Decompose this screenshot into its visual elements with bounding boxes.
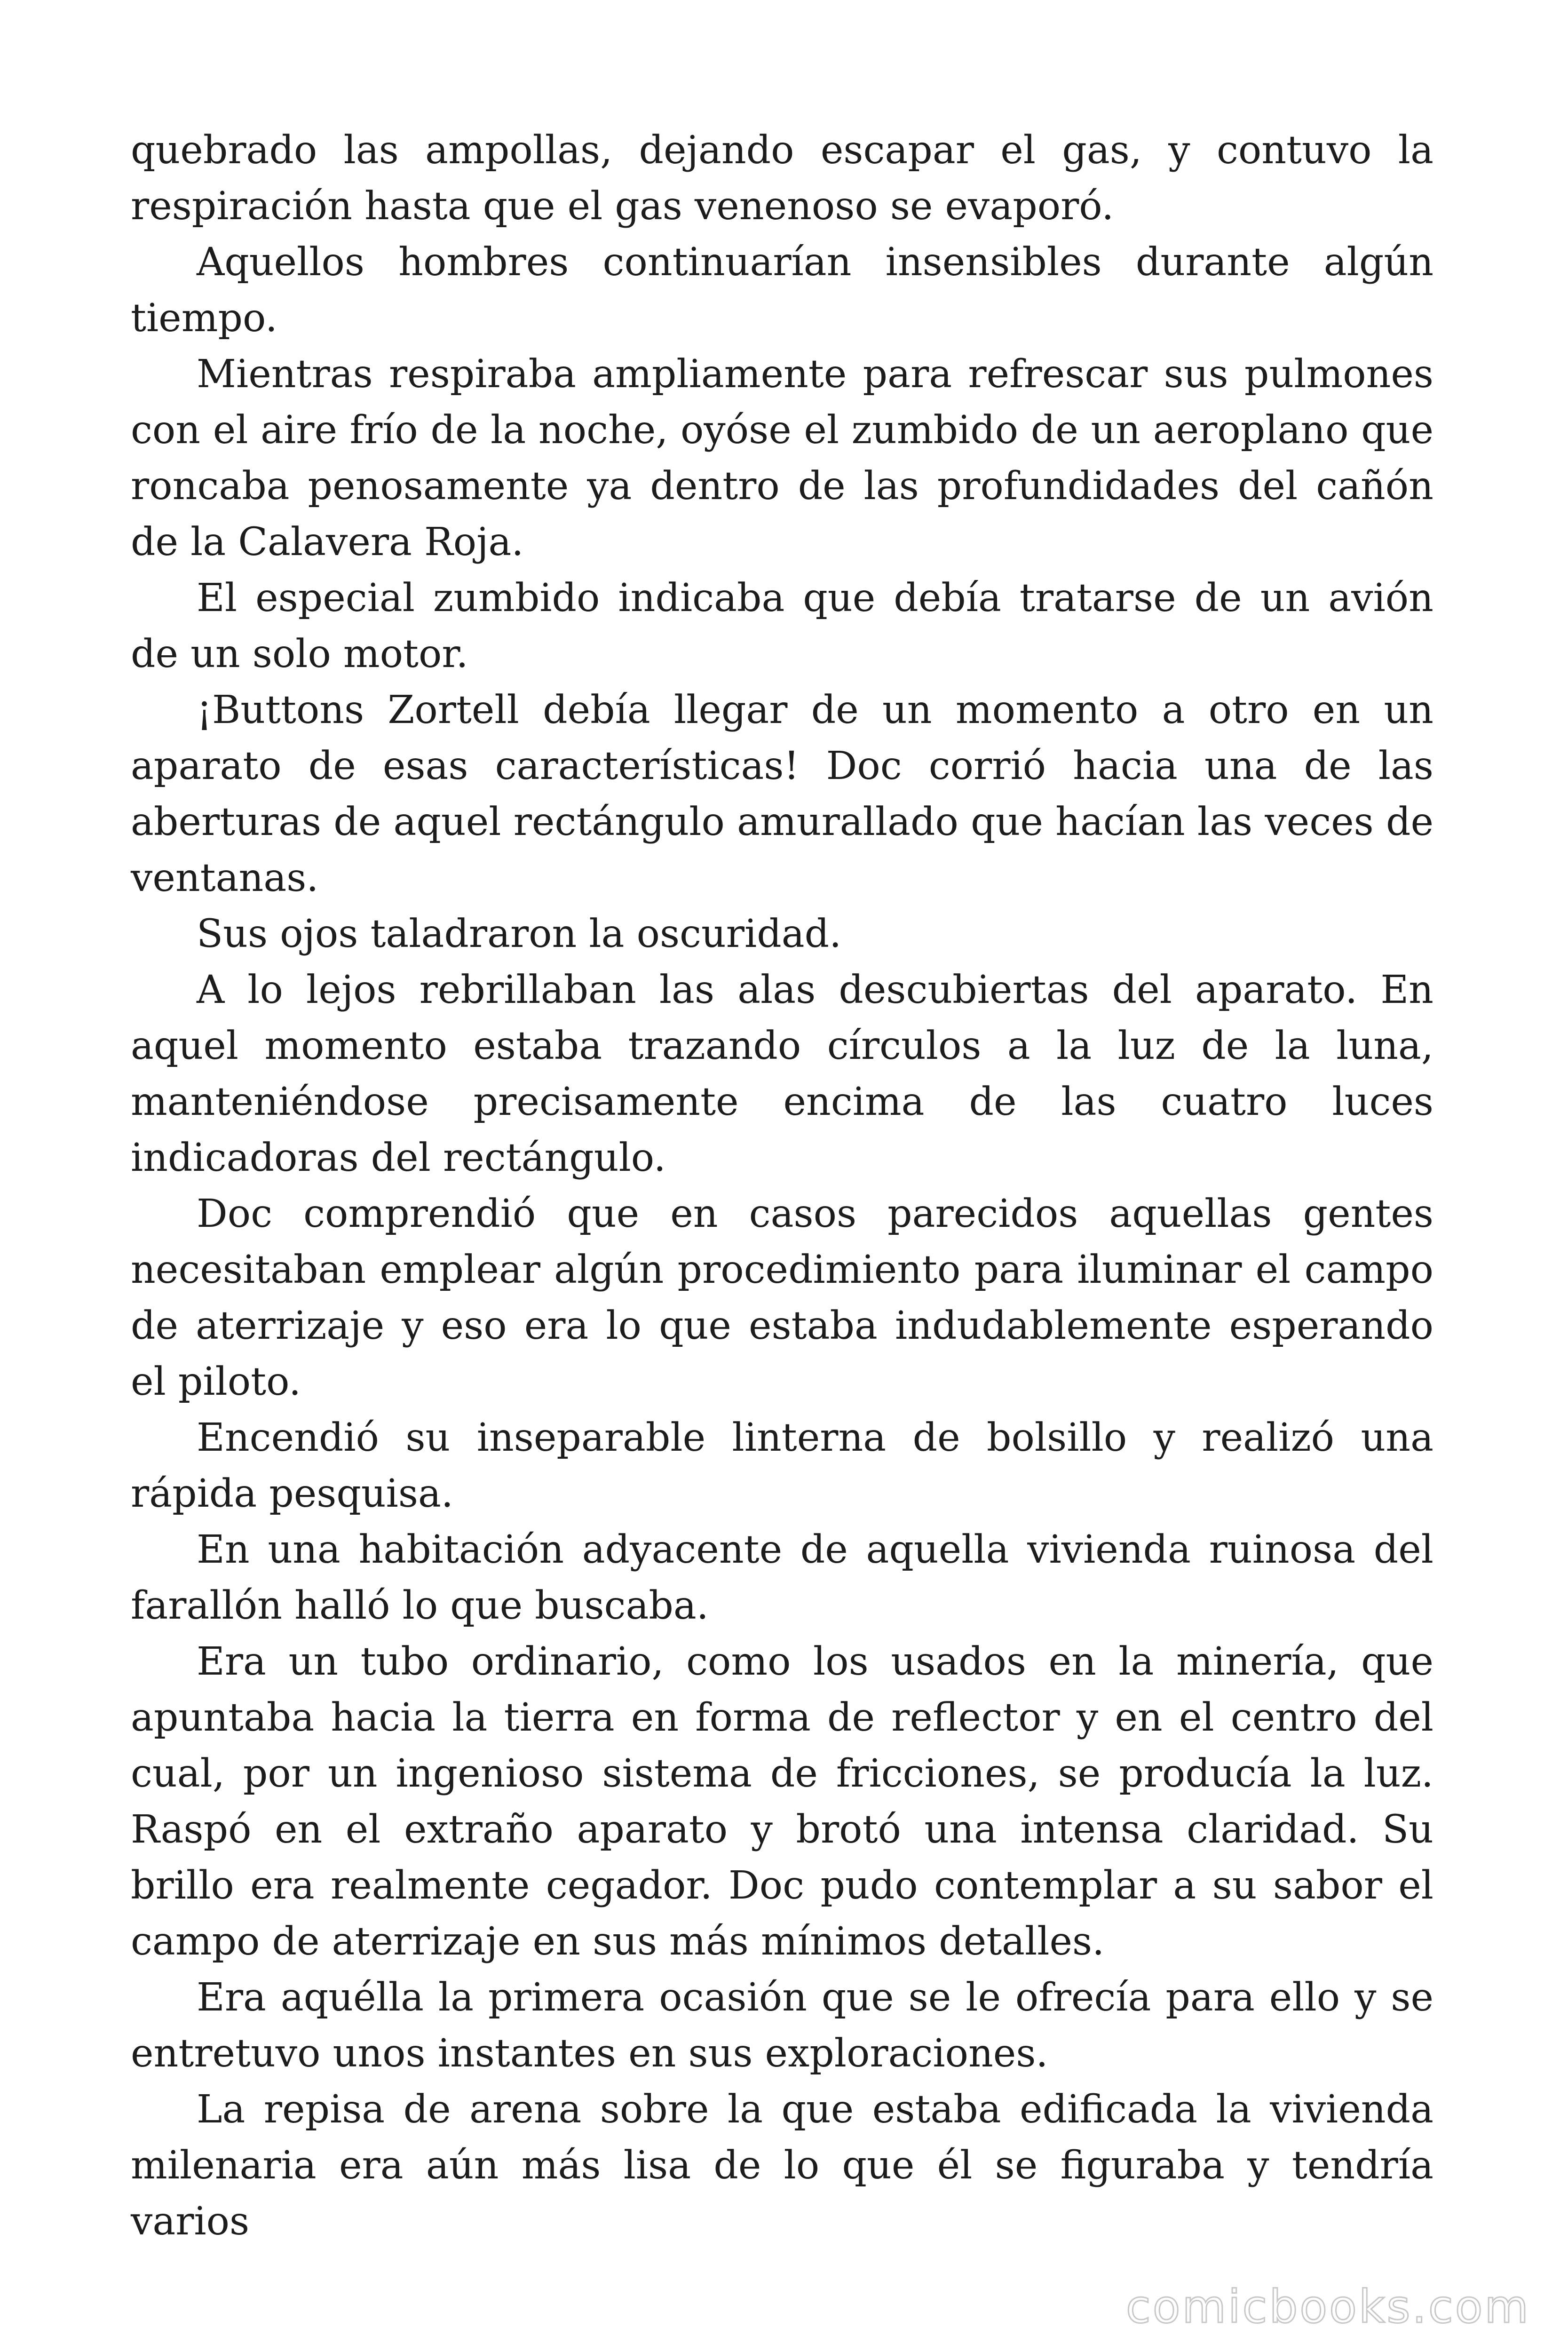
paragraph-1: quebrado las ampollas, dejando escapar el gas, y contuvo la respiración hasta que el gas venenoso se evaporó. — [131, 128, 1433, 229]
paragraph-4: El especial zumbido indicaba que debía tratarse de un avión de un solo motor. — [131, 576, 1433, 676]
paragraph-11: Era un tubo ordinario, como los usados en la minería, que apuntaba hacia la tierra en forma de reflector y en el centro del cual, por un ingenioso sistema de fricciones, se producía la luz. Raspó en el extraño aparato y brotó una intensa claridad. Su brillo era realmente cegador. Doc pudo contemplar a su sabor el campo de aterrizaje en sus más mínimos detalles. — [131, 1639, 1433, 1964]
paragraph-8: Doc comprendió que en casos parecidos aquellas gentes necesitaban emplear algún procedimiento para iluminar el campo de aterrizaje y eso era lo que estaba indudablemente esperando el piloto. — [131, 1192, 1433, 1404]
paragraph-2: Aquellos hombres continuarían insensibles durante algún tiempo. — [131, 240, 1433, 341]
paragraph-12: Era aquélla la primera ocasión que se le ofrecía para ello y se entretuvo unos instantes en sus exploraciones. — [131, 1975, 1433, 2076]
paragraph-3: Mientras respiraba ampliamente para refrescar sus pulmones con el aire frío de la noche, oyóse el zumbido de un aeroplano que roncaba penosamente ya dentro de las profundidades del cañón de la Calavera Roja. — [131, 352, 1433, 564]
paragraph-5: ¡Buttons Zortell debía llegar de un momento a otro en un aparato de esas características! Doc corrió hacia una de las aberturas de aquel rectángulo amurallado que hacían las veces de ventanas. — [131, 688, 1433, 900]
paragraph-10: En una habitación adyacente de aquella vivienda ruinosa del farallón halló lo que buscaba. — [131, 1527, 1433, 1628]
watermark: comicbooks.com — [1125, 2280, 1530, 2333]
paragraph-6: Sus ojos taladraron la oscuridad. — [197, 912, 842, 956]
paragraph-9: Encendió su inseparable linterna de bolsillo y realizó una rápida pesquisa. — [131, 1415, 1433, 1516]
book-page-text — [131, 122, 1433, 2249]
paragraph-13: La repisa de arena sobre la que estaba edificada la vivienda milenaria era aún más lisa de lo que él se figuraba y tendría varios — [131, 2087, 1433, 2244]
paragraph-7: A lo lejos rebrillaban las alas descubiertas del aparato. En aquel momento estaba trazando círculos a la luz de la luna, manteniéndose precisamente encima de las cuatro luces indicadoras del rectángulo. — [131, 968, 1433, 1180]
